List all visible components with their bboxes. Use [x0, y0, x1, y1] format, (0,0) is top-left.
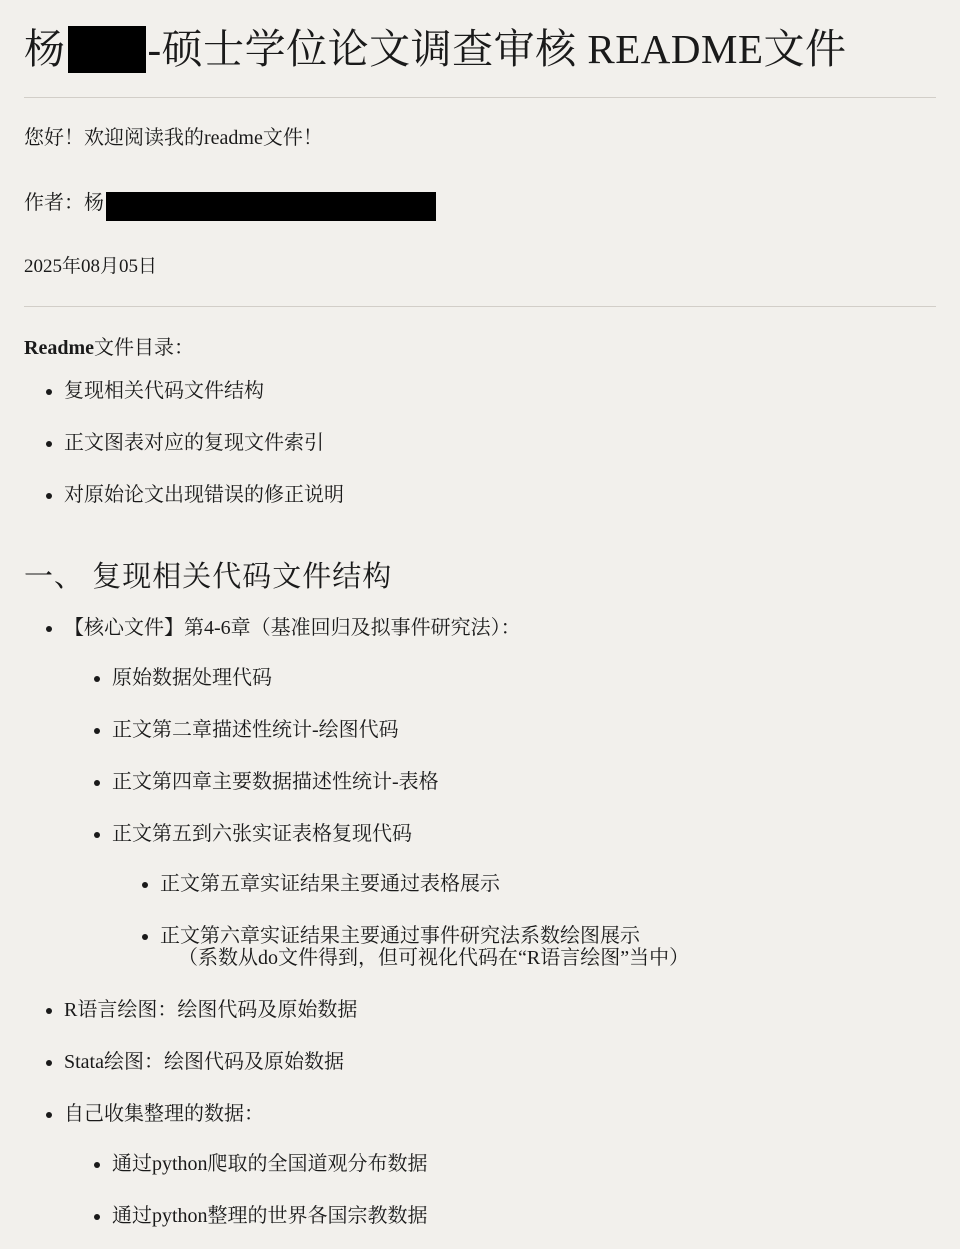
list-item-label: 正文第四章主要数据描述性统计-表格: [112, 771, 439, 794]
toc-item-label: 复现相关代码文件结构: [64, 380, 264, 403]
list-item: [112, 819, 936, 973]
section1-sublist-core: [64, 663, 936, 973]
list-item-label: 通过python爬取的全国道观分布数据: [112, 1153, 428, 1176]
list-item: [112, 715, 936, 745]
list-item: [64, 1099, 936, 1231]
toc-heading: [24, 331, 936, 360]
list-item: [64, 995, 936, 1025]
page-title: [24, 24, 936, 75]
list-item: [160, 921, 936, 973]
list-item: [112, 767, 936, 797]
list-item-label: 正文第五到六张实证表格复现代码: [112, 823, 412, 846]
divider-top: [24, 97, 936, 98]
list-item: [112, 663, 936, 693]
list-item: [64, 428, 936, 458]
list-item-label: 【核心文件】第4-6章（基准回归及拟事件研究法）：: [64, 617, 521, 640]
author-line: [24, 188, 936, 217]
list-item: [112, 1201, 936, 1231]
title-prefix-text: 杨: [24, 26, 66, 72]
list-item-label: Stata绘图：绘图代码及原始数据: [64, 1051, 344, 1074]
list-item: [64, 376, 936, 406]
greeting-text: 您好！欢迎阅读我的readme文件！: [24, 127, 323, 150]
list-item-label: R语言绘图：绘图代码及原始数据: [64, 999, 358, 1022]
title-suffix-text: -硕士学位论文调查审核 README文件: [147, 26, 847, 72]
section-heading-1: 一、 复现相关代码文件结构: [24, 561, 393, 594]
toc-heading-bold: Readme: [24, 337, 94, 360]
section1-subsublist: [112, 869, 936, 973]
divider-middle: [24, 306, 936, 307]
list-item-label: 正文第六章实证结果主要通过事件研究法系数绘图展示: [160, 925, 640, 948]
list-item-label: 通过python整理的世界各国宗教数据: [112, 1205, 428, 1228]
list-item: [64, 480, 936, 510]
redaction-block-title: [68, 26, 146, 73]
document-date: 2025年08月05日: [24, 256, 158, 278]
list-item: [64, 613, 936, 973]
list-item: [64, 1047, 936, 1077]
list-item: [112, 1149, 936, 1179]
section1-sublist-data: [64, 1149, 936, 1231]
section1-list: [24, 613, 936, 1231]
redaction-block-author: [106, 192, 436, 221]
list-item-label: 自己收集整理的数据：: [64, 1103, 264, 1126]
list-item: [160, 869, 936, 899]
list-item-label: 正文第五章实证结果主要通过表格展示: [160, 873, 500, 896]
author-label: 作者：杨: [24, 191, 104, 214]
parenthetical-note: （系数从do文件得到，但可视化代码在“R语言绘图”当中）: [178, 947, 690, 970]
list-item-label: 正文第二章描述性统计-绘图代码: [112, 719, 399, 742]
toc-item-label: 对原始论文出现错误的修正说明: [64, 484, 344, 507]
toc-heading-rest: 文件目录：: [93, 337, 194, 360]
toc-list: [24, 376, 936, 510]
toc-item-label: 正文图表对应的复现文件索引: [64, 432, 324, 455]
list-item-label: 原始数据处理代码: [112, 667, 272, 690]
